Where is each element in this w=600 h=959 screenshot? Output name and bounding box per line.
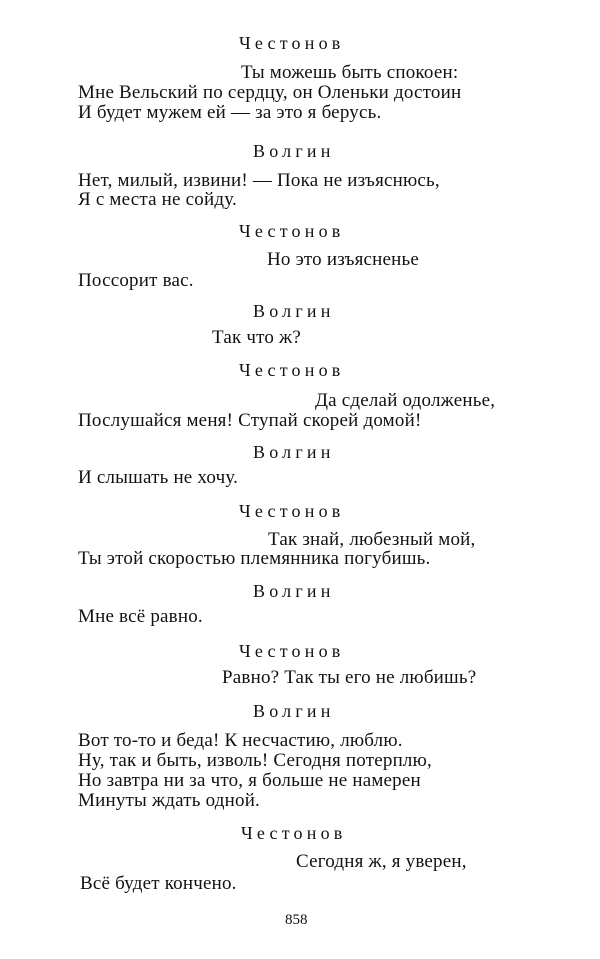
speaker-name: Волгин bbox=[253, 581, 335, 601]
speaker-name: Честонов bbox=[239, 360, 345, 380]
verse-line: Ты этой скоростью племянника погубишь. bbox=[78, 548, 431, 569]
verse-line: Мне всё равно. bbox=[78, 606, 203, 627]
page-number: 858 bbox=[285, 912, 308, 928]
speaker-name: Волгин bbox=[253, 701, 335, 721]
verse-line: Да сделай одолженье, bbox=[315, 390, 496, 411]
verse-line: Вот то-то и беда! К несчастию, люблю. bbox=[78, 730, 403, 751]
verse-line: Ну, так и быть, изволь! Сегодня потерплю, bbox=[78, 750, 432, 771]
verse-line: Послушайся меня! Ступай скорей домой! bbox=[78, 410, 422, 431]
verse-line: Так знай, любезный мой, bbox=[268, 529, 476, 550]
verse-line: Но завтра ни за что, я больше не намерен bbox=[78, 770, 421, 791]
speaker-name: Честонов bbox=[239, 221, 345, 241]
verse-line: И будет мужем ей — за это я берусь. bbox=[78, 102, 382, 123]
speaker-name: Волгин bbox=[253, 442, 335, 462]
speaker-name: Волгин bbox=[253, 141, 335, 161]
verse-line: Сегодня ж, я уверен, bbox=[296, 851, 467, 872]
verse-line: Я с места не сойду. bbox=[78, 189, 237, 210]
verse-line: Всё будет кончено. bbox=[80, 873, 237, 894]
verse-line: Минуты ждать одной. bbox=[78, 790, 261, 811]
verse-line: Но это изъясненье bbox=[267, 249, 420, 270]
verse-line: Мне Вельский по сердцу, он Оленьки достоин bbox=[78, 82, 462, 103]
verse-line: Ты можешь быть спокоен: bbox=[241, 62, 459, 83]
speaker-name: Честонов bbox=[241, 823, 347, 843]
speaker-name: Честонов bbox=[239, 641, 345, 661]
speaker-name: Честонов bbox=[239, 501, 345, 521]
verse-line: И слышать не хочу. bbox=[78, 467, 239, 488]
speaker-name: Волгин bbox=[253, 301, 335, 321]
verse-line: Нет, милый, извини! — Пока не изъяснюсь, bbox=[78, 170, 440, 191]
verse-line: Так что ж? bbox=[212, 327, 301, 348]
verse-line: Поссорит вас. bbox=[78, 270, 194, 291]
verse-line: Равно? Так ты его не любишь? bbox=[222, 667, 477, 688]
speaker-name: Честонов bbox=[239, 33, 345, 53]
